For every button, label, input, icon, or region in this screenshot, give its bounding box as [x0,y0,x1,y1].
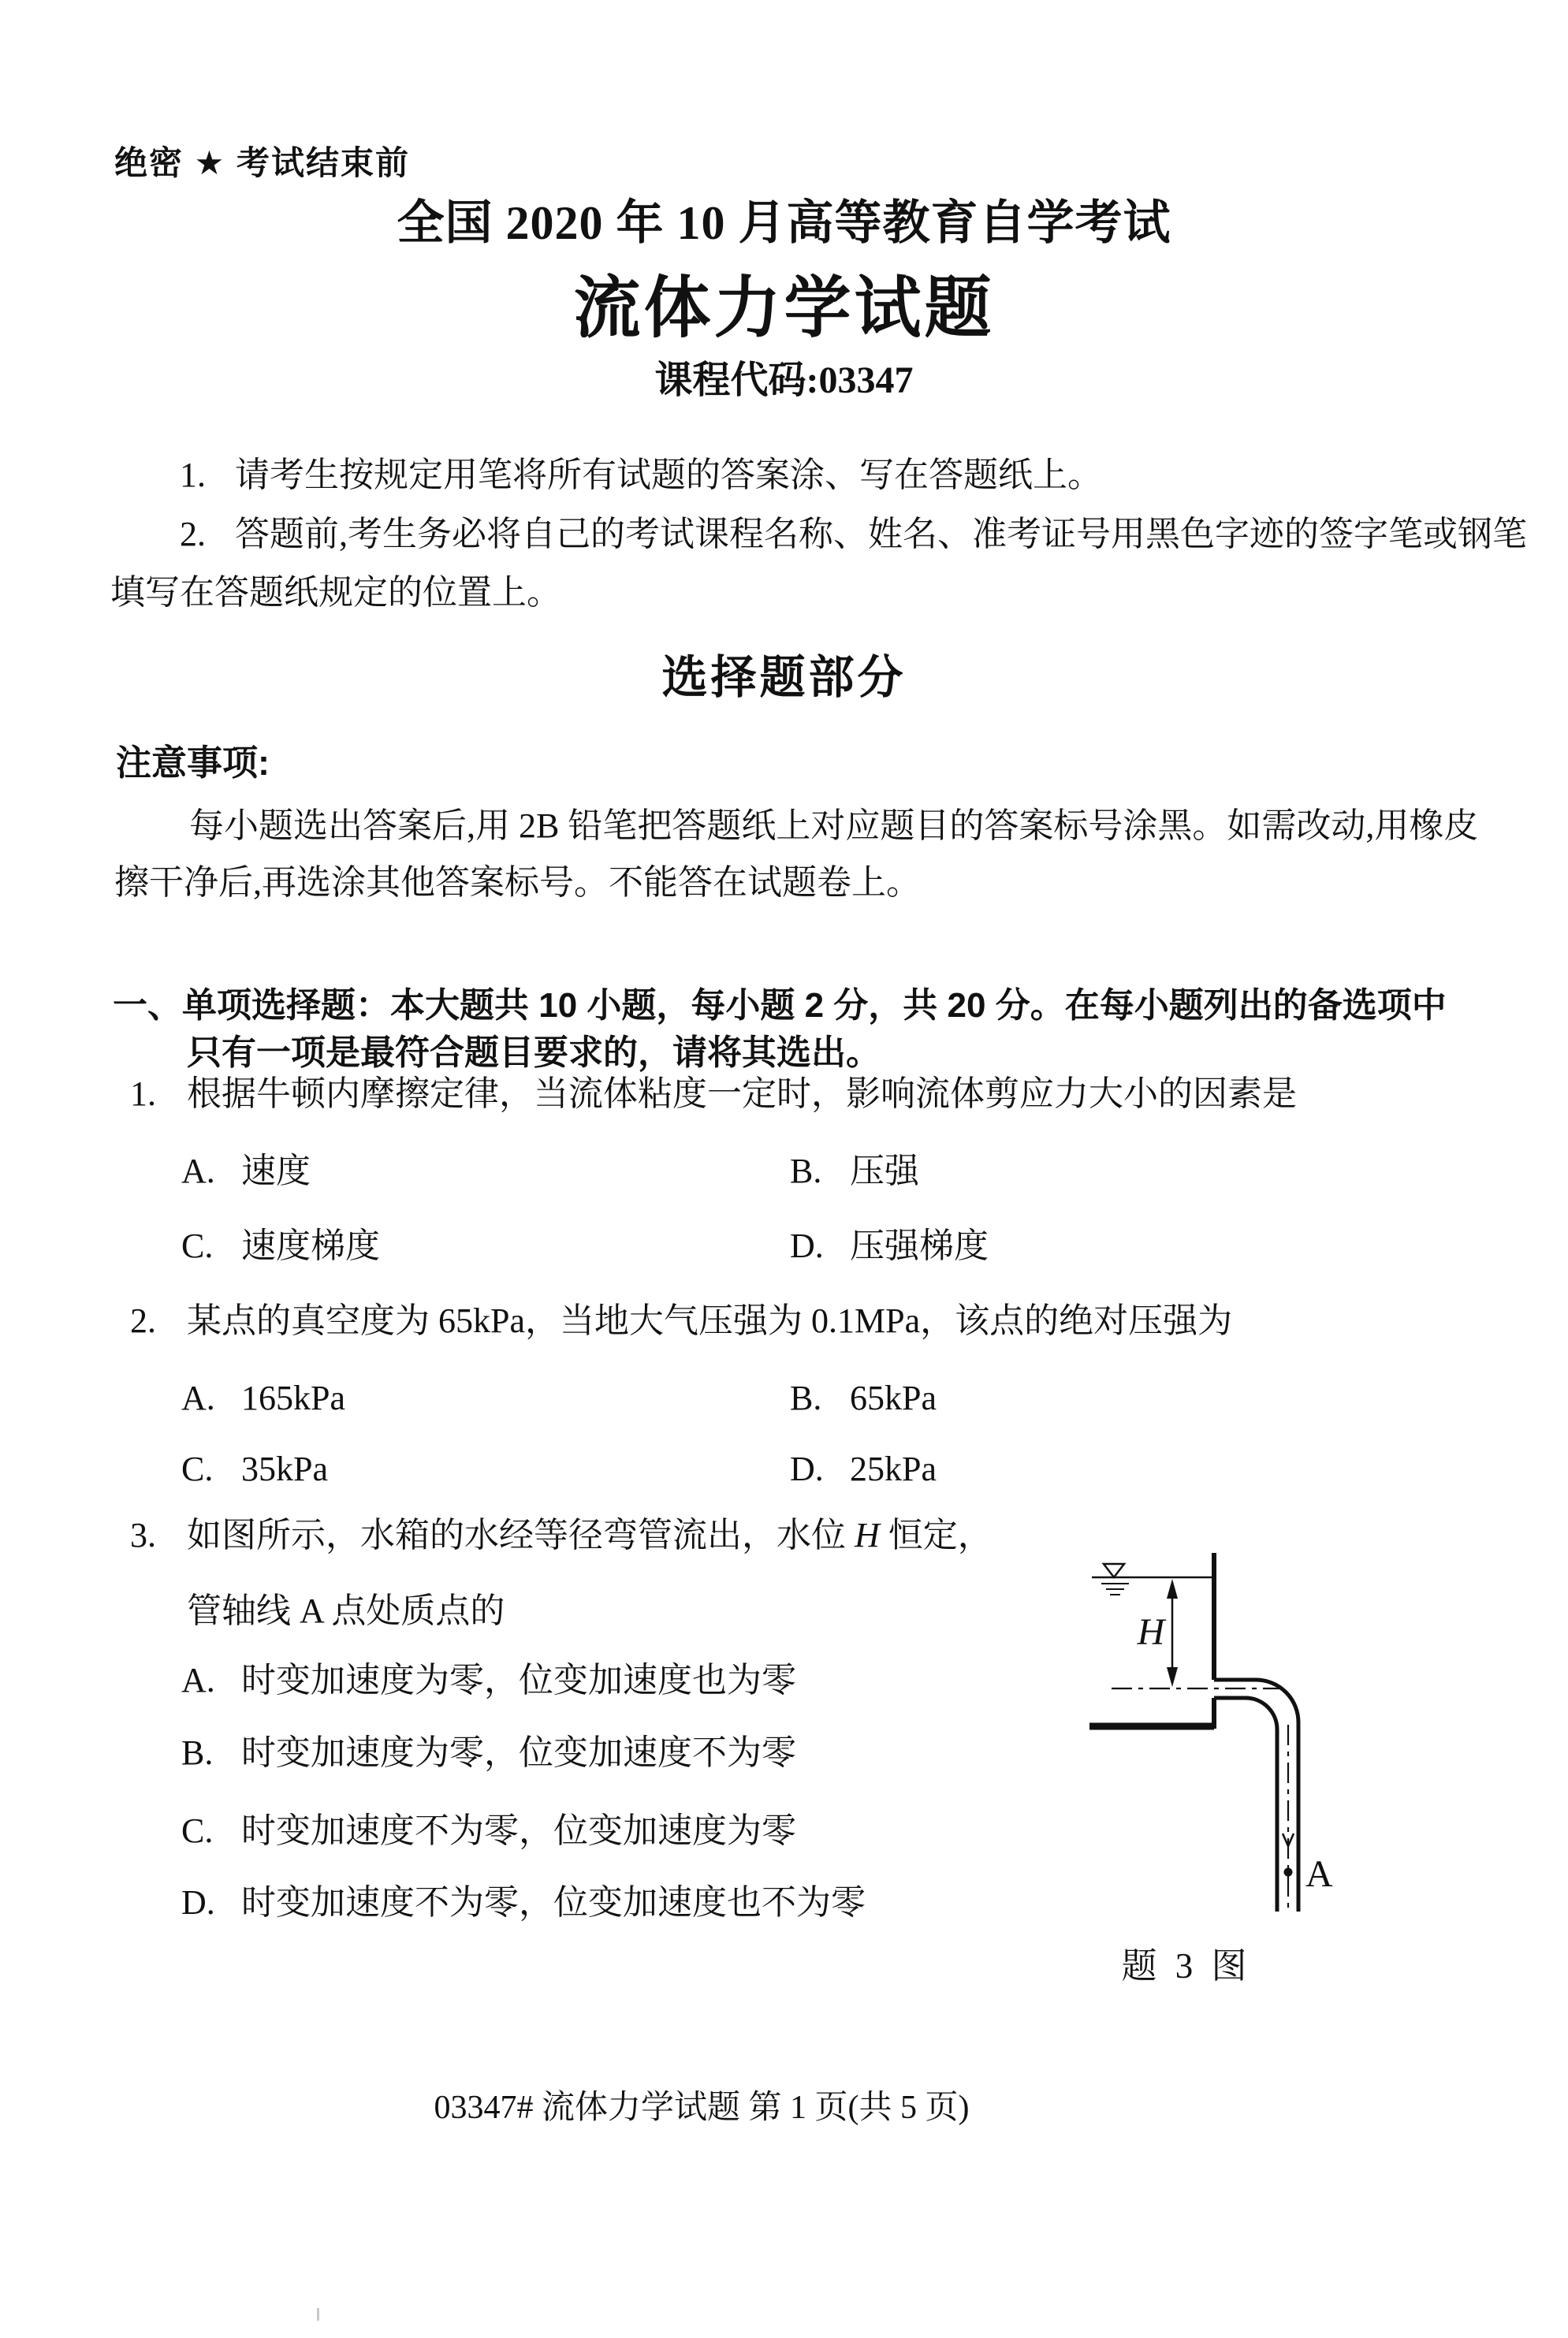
question-3-stem-line-2: 管轴线 A 点处质点的 [187,1592,505,1630]
instruction-1-number: 1. [180,456,206,494]
pipe-outer-wall [1214,1680,1298,1912]
instruction-item-1 [180,455,1102,496]
question-3-option-c [181,1811,796,1852]
question-3-figure [1072,1537,1387,1994]
option-a-label: A. [181,1152,215,1190]
question-3-option-a [181,1660,796,1701]
question-1-stem: 根据牛顿内摩擦定律，当流体粘度一定时，影响流体剪应力大小的因素是 [187,1074,1297,1113]
instruction-item-2-line-1 [180,514,1527,555]
question-1-option-b [790,1151,919,1192]
option-a-text: 165kPa [241,1379,345,1417]
question-1-option-d [790,1226,989,1267]
notice-line-1: 每小题选出答案后,用 2B 铅笔把答题纸上对应题目的答案标号涂黑。如需改动,用橡皮 [189,806,1479,845]
page-footer: 03347# 流体力学试题 第 1 页(共 5 页) [434,2090,970,2126]
question-2-option-b [790,1378,937,1419]
instruction-2-number: 2. [180,515,206,553]
instruction-2-text-line-1: 答题前,考生务必将自己的考试课程名称、姓名、准考证号用黑色字迹的签字笔或钢笔 [235,515,1527,553]
scan-artifact [317,2308,319,2321]
question-2-stem: 某点的真空度为 65kPa，当地大气压强为 0.1MPa，该点的绝对压强为 [187,1301,1233,1340]
instruction-1-text: 请考生按规定用笔将所有试题的答案涂、写在答题纸上。 [235,456,1102,494]
question-3-stem-post: 恒定， [879,1516,993,1554]
option-b-text: 时变加速度为零，位变加速度不为零 [241,1733,796,1772]
part1-heading-line-2: 只有一项是最符合题目要求的，请将其选出。 [187,1033,881,1072]
question-3-option-d [181,1882,866,1923]
part1-heading-line-1: 一、单项选择题：本大题共 10 小题，每小题 2 分，共 20 分。在每小题列出的备选项中 [113,986,1447,1025]
water-tank-pipe-diagram [1072,1537,1387,1994]
question-1-number: 1. [130,1074,156,1113]
pipe-inner-wall [1214,1698,1277,1912]
option-a-text: 速度 [241,1152,311,1190]
figure-caption: 题 3 图 [1121,1946,1252,1986]
exam-session-title: 全国 2020 年 10 月高等教育自学考试 [397,197,1171,249]
notice-heading: 注意事项: [116,743,270,783]
question-2-option-d [790,1449,937,1490]
question-3-number: 3. [130,1516,156,1554]
notice-line-2: 擦干净后,再选涂其他答案标号。不能答在试题卷上。 [114,863,921,902]
water-surface-hatch [1101,1584,1129,1595]
option-a-text: 时变加速度为零，位变加速度也为零 [241,1661,796,1700]
option-d-label: D. [790,1227,824,1265]
h-arrowhead-top [1167,1579,1178,1599]
water-level-h-label: H [1137,1611,1165,1653]
question-2-option-c [181,1449,328,1490]
paper-title: 流体力学试题 [573,271,995,346]
question-2-number: 2. [130,1301,156,1340]
option-b-label: B. [790,1152,822,1190]
question-3-stem-variable: H [855,1516,880,1554]
question-2-option-a [181,1378,345,1419]
instruction-item-2-line-2: 填写在答题纸规定的位置上。 [110,573,561,612]
question-1 [130,1074,1297,1115]
question-3 [130,1515,993,1556]
option-d-text: 压强梯度 [850,1227,989,1265]
point-a-dot [1284,1868,1293,1877]
option-d-text: 时变加速度不为零，位变加速度也不为零 [241,1883,866,1922]
water-surface-symbol [1104,1564,1124,1577]
point-a-label: A [1305,1853,1333,1895]
option-c-label: C. [181,1811,214,1850]
option-c-label: C. [181,1227,214,1265]
question-1-option-c [181,1226,380,1267]
h-arrowhead-bottom [1167,1667,1178,1687]
option-b-text: 65kPa [850,1379,937,1417]
option-c-text: 速度梯度 [241,1227,380,1265]
course-code: 课程代码:03347 [654,359,914,401]
option-c-text: 35kPa [241,1450,328,1488]
option-c-text: 时变加速度不为零，位变加速度为零 [241,1811,796,1850]
option-c-label: C. [181,1450,214,1488]
question-1-option-a [181,1151,311,1192]
multiple-choice-section-title: 选择题部分 [661,652,907,703]
option-d-text: 25kPa [850,1450,937,1488]
option-b-text: 压强 [850,1152,919,1190]
question-3-option-b [181,1733,796,1774]
option-a-label: A. [181,1379,215,1417]
option-a-label: A. [181,1661,215,1700]
security-classification: 绝密 ★ 考试结束前 [114,144,410,181]
question-3-stem-pre: 如图所示，水箱的水经等径弯管流出，水位 [187,1516,855,1554]
question-2 [130,1301,1232,1342]
option-d-label: D. [790,1450,824,1488]
option-d-label: D. [181,1883,215,1922]
option-b-label: B. [790,1379,822,1417]
option-b-label: B. [181,1733,214,1772]
